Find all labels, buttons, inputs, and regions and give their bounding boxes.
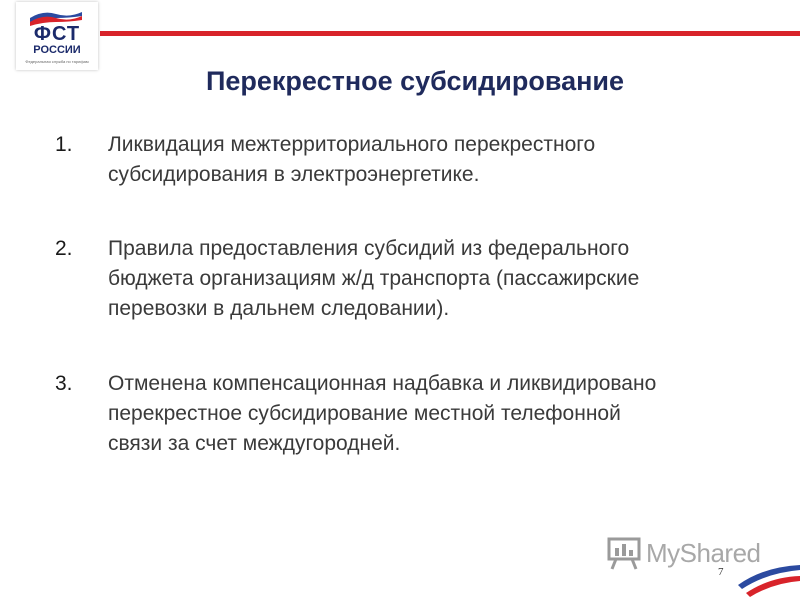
list-item-line: Правила предоставления субсидий из федерального: [108, 237, 630, 260]
list-item-text: [108, 369, 748, 459]
list-item-line: перекрестное субсидирование местной телефонной: [108, 402, 621, 425]
list-item-number: 2.: [55, 237, 73, 260]
flag-swoosh-decoration: [728, 545, 800, 600]
list-item-line: Ликвидация межтерриториального перекрестного: [108, 133, 596, 156]
watermark-text: MyShared: [646, 537, 761, 568]
list-item-line: перевозки в дальнем следовании).: [108, 297, 450, 320]
list-item-number: 3.: [55, 372, 73, 395]
slide-title: Перекрестное субсидирование: [205, 66, 625, 96]
list-item-line: бюджета организациям ж/д транспорта (пассажирские: [108, 267, 640, 290]
list-item-line: Отменена компенсационная надбавка и ликвидировано: [108, 372, 657, 395]
list-item-line: связи за счет междугородней.: [108, 432, 401, 455]
page-number: 7: [718, 566, 724, 578]
logo-abbreviation: ФСТ: [33, 23, 81, 45]
fst-logo: [16, 2, 98, 70]
list-item-number: 1.: [55, 133, 73, 156]
presentation-board-icon: [606, 536, 642, 570]
list-item-line: субсидирования в электроэнергетике.: [108, 163, 480, 186]
list-item-text: [108, 130, 748, 190]
logo-agency-text: Федеральная служба по тарифам: [25, 59, 89, 64]
top-accent-bar: [100, 31, 800, 36]
logo-country: РОССИИ: [33, 44, 81, 56]
list-item-text: [108, 234, 748, 324]
